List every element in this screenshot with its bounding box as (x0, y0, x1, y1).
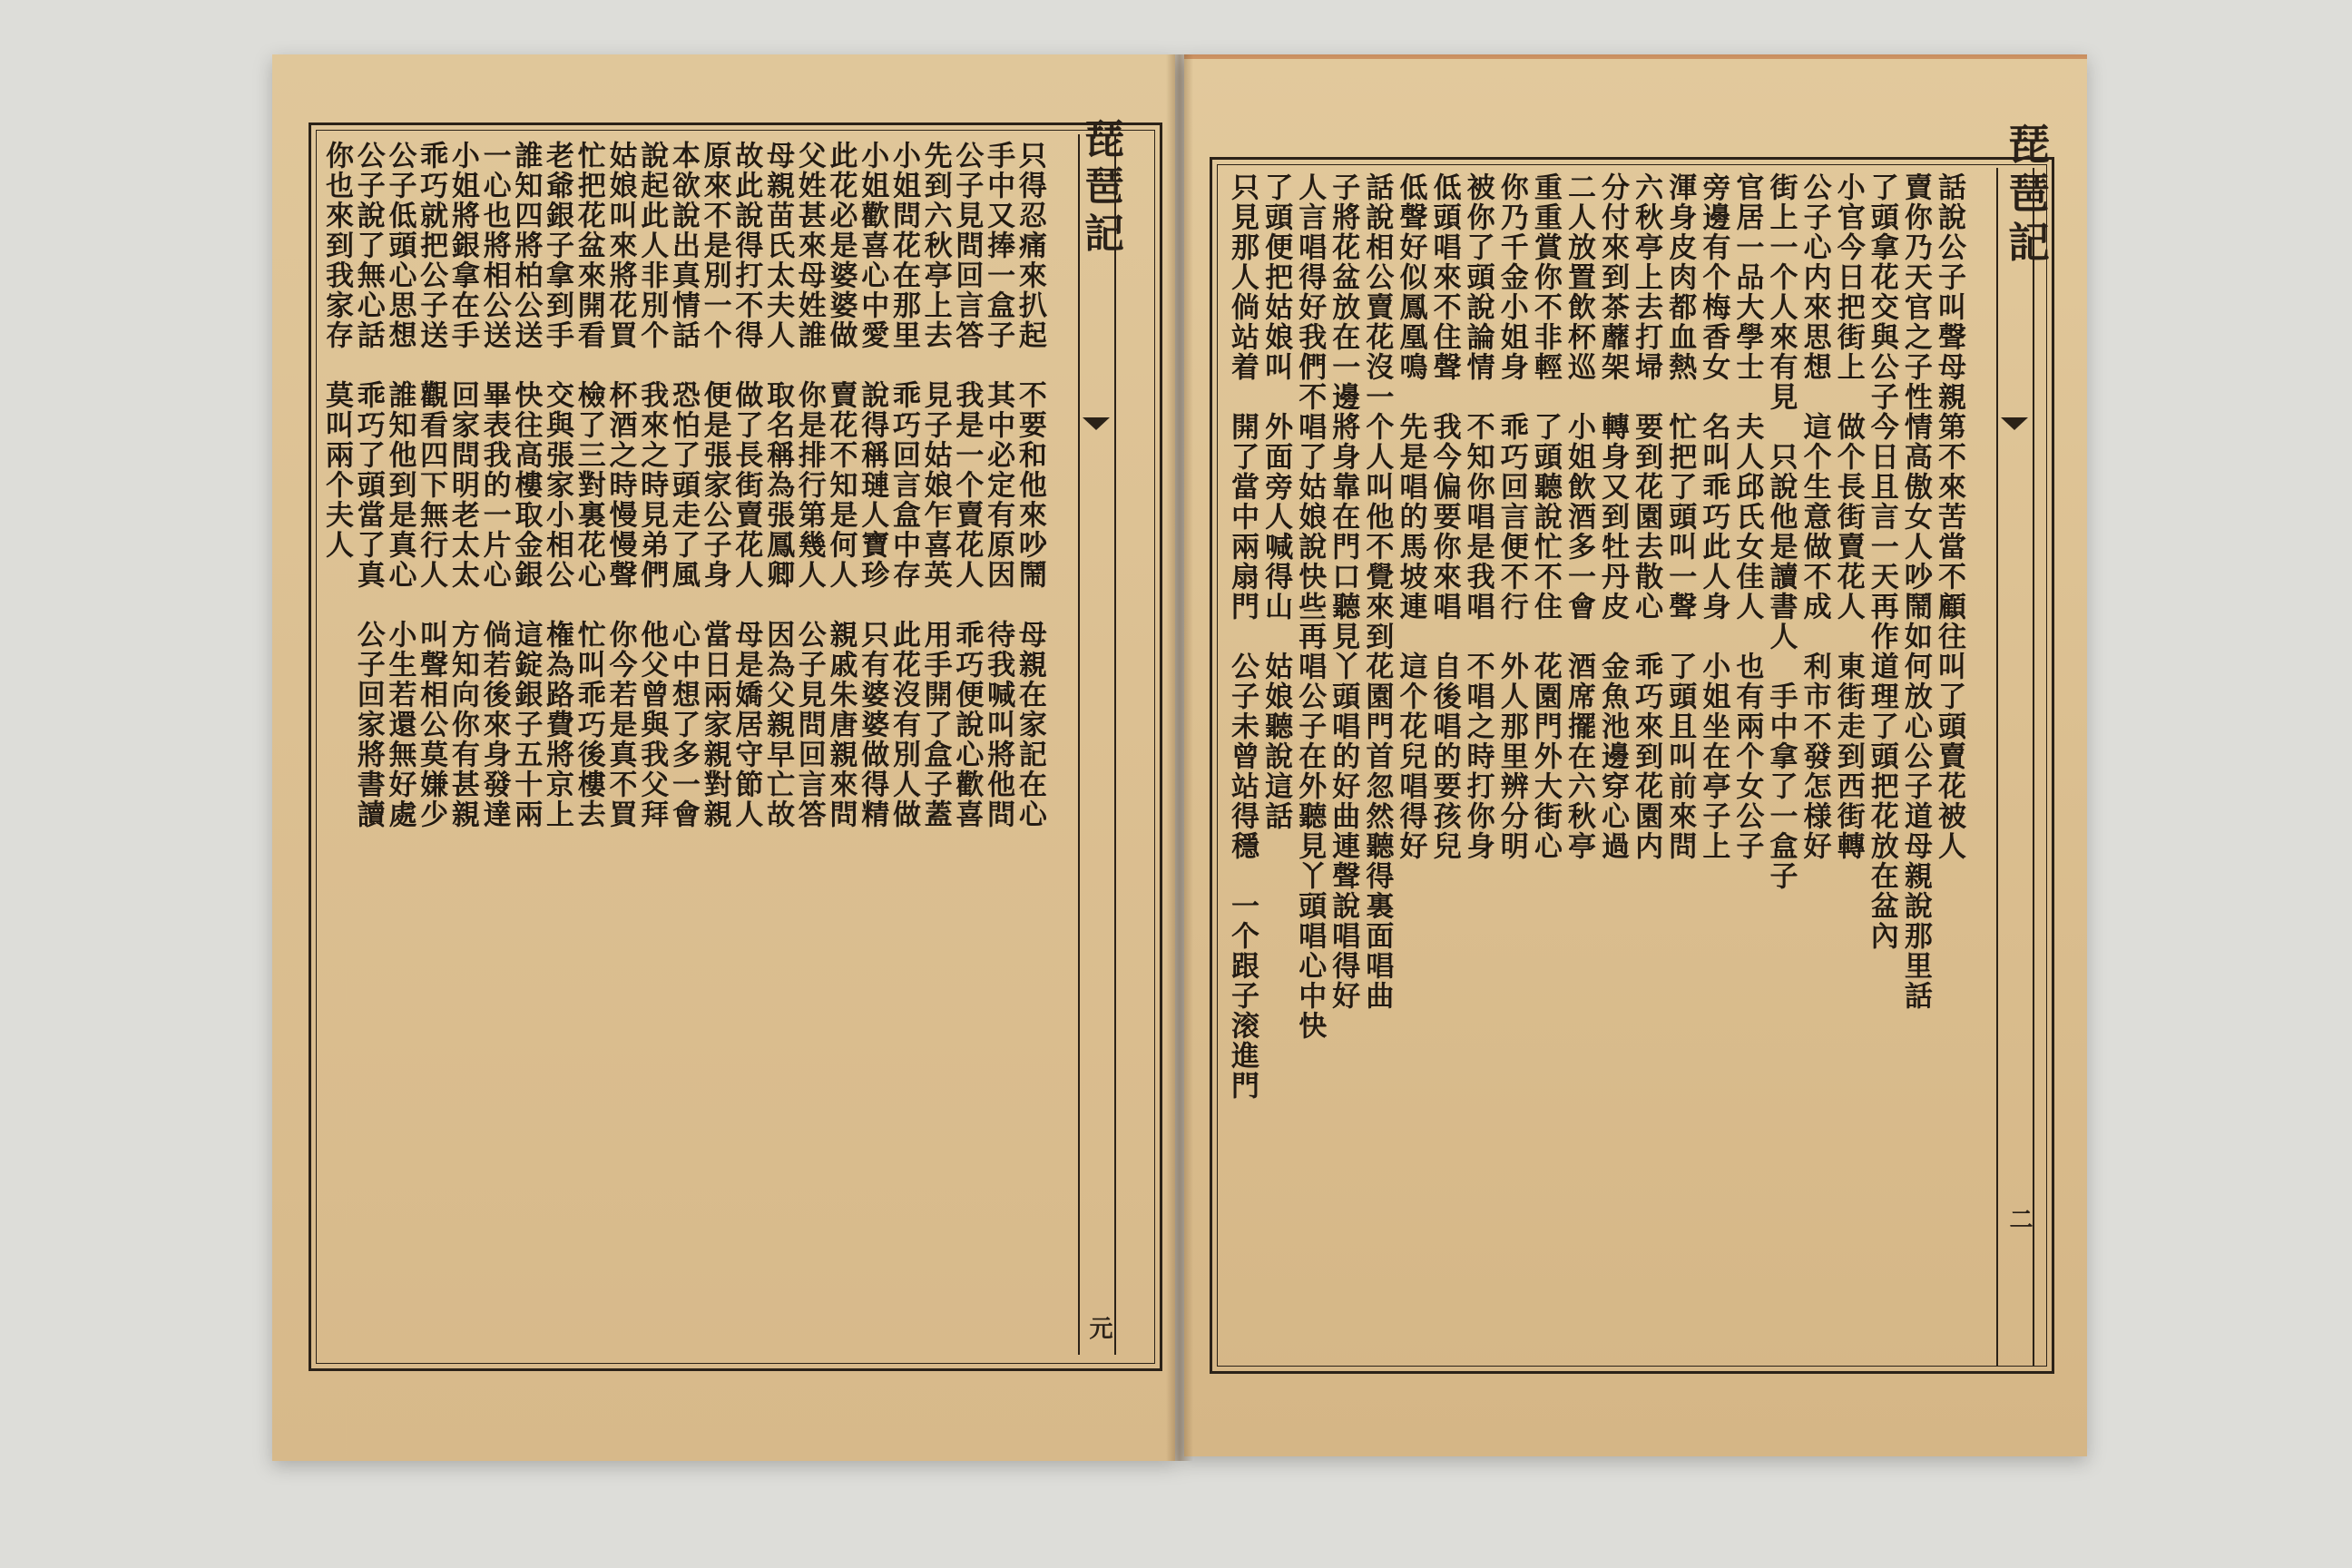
text-column: 你乃千金小姐身 乖巧回言便不行 外人那里辨分明 (1494, 172, 1528, 861)
text-column: 只得忍痛來扒起 不要和他來吵鬧 母親在家記在心 (1013, 141, 1046, 829)
text-column: 母親苗氏太夫人 取名稱為張鳳卿 因為父親早亡故 (761, 141, 795, 829)
text-column: 一心也將相公送 畢表我的一片心 倘若後來身發達 (477, 141, 511, 829)
right-page-margin-title: 琵琶記 (2002, 122, 2051, 270)
text-column: 子將花盆放在一邊將身靠在門口聽見丫頭唱的好曲連聲說唱得好 (1327, 172, 1360, 1011)
text-column: 被你了頭說論情 不知你唱是我唱 不唱之時打你身 (1461, 172, 1494, 861)
right-page-text (1228, 172, 1963, 1352)
text-column: 老爺銀子拿到手 交與張家小相公 権為路費將京上 (541, 141, 574, 829)
text-column: 渾身皮肉都血熱 忙把了頭叫一聲 了頭且叫前來問 (1663, 172, 1697, 861)
text-column: 話說公子叫聲母親第不來苦當不顧往叫了頭賣花被人 (1932, 172, 1965, 861)
text-column: 六秋亭上去打埽 要到花園去散心 乖巧來到花園内 (1630, 172, 1663, 861)
text-column: 先到六秋亭上去 見子姑娘乍喜英 用手開了盒子蓋 (918, 141, 952, 829)
text-column: 小姐歡喜心中愛 說得稱璉人寶珍 只有婆婆做得精 (856, 141, 889, 829)
text-column: 小官今日把街上 做个長街賣花人 東街走到西街轉 (1831, 172, 1865, 861)
text-column: 誰知四將柏公送 快往高樓取金銀 這錠銀子五十兩 (509, 141, 543, 829)
text-column: 父姓甚來母姓誰 你是排行第幾人 公子見問回言答 (792, 141, 826, 829)
text-column: 了頭便把姑娘叫 外面旁人喊得山 姑娘聽說這話 (1259, 172, 1293, 831)
text-column: 只見那人倘站着 開了當中兩扇門 公子未曾站得穩 一个跟子滚進門 (1226, 172, 1259, 1101)
text-column: 故此說得打不得 做了長街賣花人 母是嬌居守節人 (730, 141, 763, 829)
left-page-number: 元 (1085, 1316, 1112, 1339)
text-column: 低聲好似鳳凰鳴 先是唱的馬坡連 這个花兒唱得好 (1394, 172, 1427, 861)
text-column: 原來不是別一个 便是張家公子身 當日兩家親對親 (698, 141, 731, 829)
right-page-centerfold (1996, 168, 2034, 1366)
text-column: 人言唱得好我們不唱了姑娘說快些再唱公子在外聽見丫頭唱心中快 (1293, 172, 1327, 1041)
text-column: 公子心内來思想 這个生意做不成 利市不發怎様好 (1798, 172, 1831, 861)
text-column: 街上一个人來有見 只說他是讀書人 手中拿了一盒子 (1764, 172, 1798, 891)
text-column: 手中又捧一盒子 其中必定有原因 待我喊叫將他問 (982, 141, 1015, 829)
text-column: 分付來到茶蘼架 轉身又到牡丹皮 金魚池邊穿心過 (1596, 172, 1630, 861)
left-page-margin-title: 琵琶記 (1077, 118, 1123, 260)
text-column: 小姐問花在那里 乖巧回言盒中存 此花沒有別人做 (887, 141, 920, 829)
text-column: 說起此人非別个 我來之時見弟們 他父曾與我父拜 (635, 141, 669, 829)
left-page (272, 54, 1175, 1461)
text-column: 賣你乃天官之子性情高傲女人吵鬧如何放心公子道母親說那里話 (1898, 172, 1932, 1011)
book-gutter (1166, 54, 1193, 1461)
text-column: 你也來到我家存 莫叫兩个夫人 (320, 141, 353, 560)
text-column: 忙把花盆來開看 檢了三對裏花心 忙叫乖巧後樓去 (572, 141, 605, 829)
left-page-text (322, 141, 1044, 1348)
text-column: 低頭唱來不住聲 我今偏要你來唱 自後唱的要孩兒 (1427, 172, 1461, 861)
text-column: 本欲說出真情話 恐怕了頭走了風 心中想了多一會 (666, 141, 700, 829)
text-column: 公子見問回言答 我是一个賣花人 乖巧便說心歡喜 (950, 141, 984, 829)
text-column: 重重賞你不非輕 了頭聽說忙不住 花園門外大街心 (1528, 172, 1562, 861)
left-page-centerfold (1078, 134, 1116, 1355)
text-column: 二人放置飲杯巡 小姐飲酒多一會 酒席擺在六秋亭 (1562, 172, 1595, 861)
right-page-number: 二 (2005, 1207, 2033, 1230)
text-column: 公子說了無心話 乖巧了頭當了真 公子回家將書讀 (351, 141, 385, 829)
text-column: 話說相公賣花沒一个人叫他不覺來到花園門首忽然聽得裏面唱曲 (1360, 172, 1394, 1011)
right-page (1184, 59, 2087, 1456)
text-column: 小姐將銀拿在手 回家問明老太太 方知向你有甚親 (446, 141, 479, 829)
text-column: 了頭拿花交與公子今日且言一天再作道理了頭把花放在盆內 (1865, 172, 1898, 951)
open-book (272, 54, 2087, 1461)
text-column: 姑娘叫來將花買 杯酒之時慢慢聲 你今若是真不買 (603, 141, 637, 829)
text-column: 公子低頭心思想 誰知他到是真心 小生若還無好處 (383, 141, 416, 829)
text-column: 官居一品大學士 夫人邱氏女佳人 也有兩个女公子 (1730, 172, 1764, 861)
text-column: 旁邊有个梅香女 名叫乖巧此人身 小姐坐在亭子上 (1697, 172, 1730, 861)
text-column: 乖巧就把公子送 觀看四下無行人 叫聲相公莫嫌少 (415, 141, 448, 829)
text-column: 此花必是婆婆做 賣花不知是何人 親戚朱唐親來問 (824, 141, 858, 829)
